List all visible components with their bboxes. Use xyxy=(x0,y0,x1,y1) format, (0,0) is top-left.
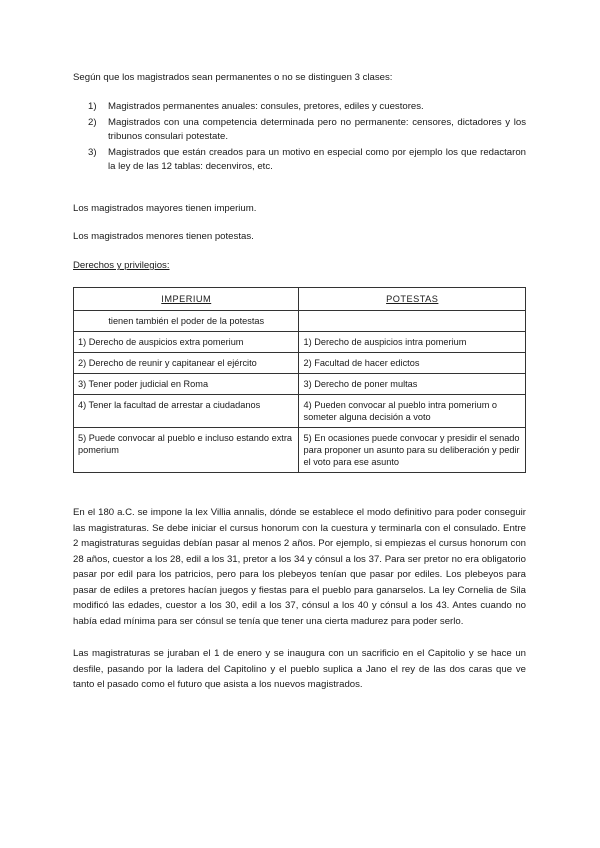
table-header-row xyxy=(74,288,526,311)
table-cell: 1) Derecho de auspicios intra pomerium xyxy=(299,332,526,353)
list-item xyxy=(88,116,526,144)
table-row xyxy=(74,332,526,353)
list-item xyxy=(88,100,526,114)
table-cell: 4) Tener la facultad de arrestar a ciudadanos xyxy=(74,395,299,428)
magistrate-classes-list xyxy=(88,100,526,176)
table-cell-empty xyxy=(299,311,526,332)
intro-text: Según que los magistrados sean permanentes o no se distinguen 3 clases: xyxy=(73,72,393,83)
table-cell: 2) Facultad de hacer edictos xyxy=(299,353,526,374)
table-row xyxy=(74,428,526,473)
table-row xyxy=(74,311,526,332)
table-cell: 5) Puede convocar al pueblo e incluso estando extra pomerium xyxy=(74,428,299,473)
paragraph-cursus-honorum: En el 180 a.C. se impone la lex Villia annalis, dónde se establece el modo definitivo para poder conseguir las magistraturas. Se debe iniciar el cursus honorum con la cuestura y terminarla con el consulado. Entre 2 magistraturas seguidas debían pasar al menos 2 años. Por ejemplo, si empiezas el cursus honorum con 28 años, cuestor a los 28, edil a los 31, pretor a los 34 y cónsul a los 37. Para ser pretor no era obligatorio pasar por edil para los patricios, pero para los plebeyos tenían que pasar por ediles. Los plebeyos para pasar de ediles a pretores hacían juegos y fiestas para el pueblo para ganarselos. La ley Cornelia de Sila modificó las edades, cuestor a los 30, edil a los 37, cónsul a los 40 y cónsul a los 43. Antes cuando no había edad mínima para ser cónsul se tenía que tener una cierta madurez para poder serlo. xyxy=(73,507,526,627)
mayores-text: Los magistrados mayores tienen imperium. xyxy=(73,203,257,214)
table-cell: 5) En ocasiones puede convocar y presidir el senado para proponer un asunto para su deliberación y pedir el voto para ese asunto xyxy=(299,428,526,473)
paragraph-inauguration: Las magistraturas se juraban el 1 de enero y se inaugura con un sacrificio en el Capitolio y se hace un desfile, pasando por la ladera del Capitolino y el pueblo suplica a Jano el rey de las dos caras que ve tanto el pasado como el futuro que asista a los nuevos magistrados. xyxy=(73,648,526,690)
list-item-text: Magistrados permanentes anuales: consules, pretores, ediles y cuestores. xyxy=(108,101,424,112)
list-item-number: 3) xyxy=(88,147,97,158)
list-item-number: 1) xyxy=(88,101,97,112)
table-cell-note: tienen también el poder de la potestas xyxy=(74,311,299,332)
table-row xyxy=(74,374,526,395)
header-imperium: IMPERIUM xyxy=(74,288,299,311)
list-item-text: Magistrados que están creados para un motivo en especial como por ejemplo los que redactaron la ley de las 12 tablas: decenviros, etc. xyxy=(108,147,526,172)
header-potestas: POTESTAS xyxy=(299,288,526,311)
table-row xyxy=(74,353,526,374)
table-cell: 1) Derecho de auspicios extra pomerium xyxy=(74,332,299,353)
list-item xyxy=(88,146,526,174)
derechos-heading: Derechos y privilegios: xyxy=(73,260,170,271)
list-item-text: Magistrados con una competencia determinada pero no permanente: censores, dictadores y los tribunos consulari potestate. xyxy=(108,117,526,142)
rights-table xyxy=(73,287,526,473)
table-row xyxy=(74,395,526,428)
table-cell: 2) Derecho de reunir y capitanear el ejército xyxy=(74,353,299,374)
table-cell: 4) Pueden convocar al pueblo intra pomerium o someter alguna decisión a voto xyxy=(299,395,526,428)
table-cell: 3) Derecho de poner multas xyxy=(299,374,526,395)
list-item-number: 2) xyxy=(88,117,97,128)
menores-text: Los magistrados menores tienen potestas. xyxy=(73,231,254,242)
table-cell: 3) Tener poder judicial en Roma xyxy=(74,374,299,395)
